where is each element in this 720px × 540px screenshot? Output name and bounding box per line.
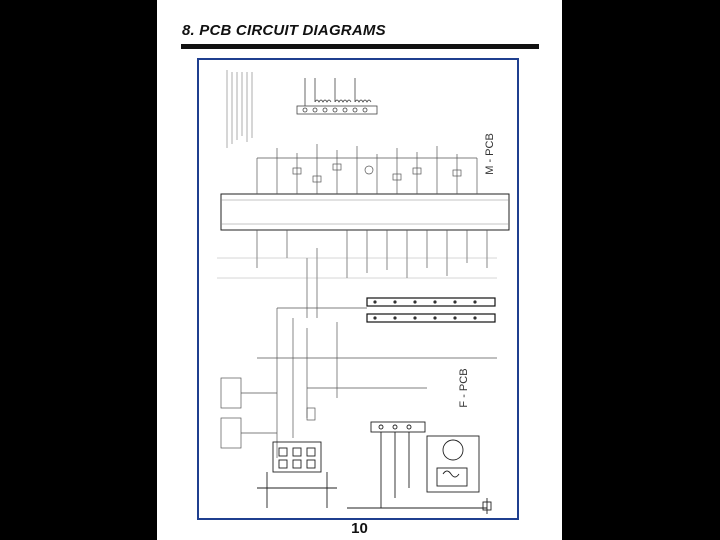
main-board-label: M - PCB (484, 133, 496, 175)
front-board-label: F - PCB (458, 368, 470, 408)
page-title: 8. PCB CIRCUIT DIAGRAMS (182, 22, 386, 39)
title-underline (181, 44, 539, 49)
document-page (157, 0, 562, 540)
circuit-diagram (197, 58, 519, 520)
page-number: 10 (351, 520, 368, 537)
diagram-frame (198, 59, 518, 519)
